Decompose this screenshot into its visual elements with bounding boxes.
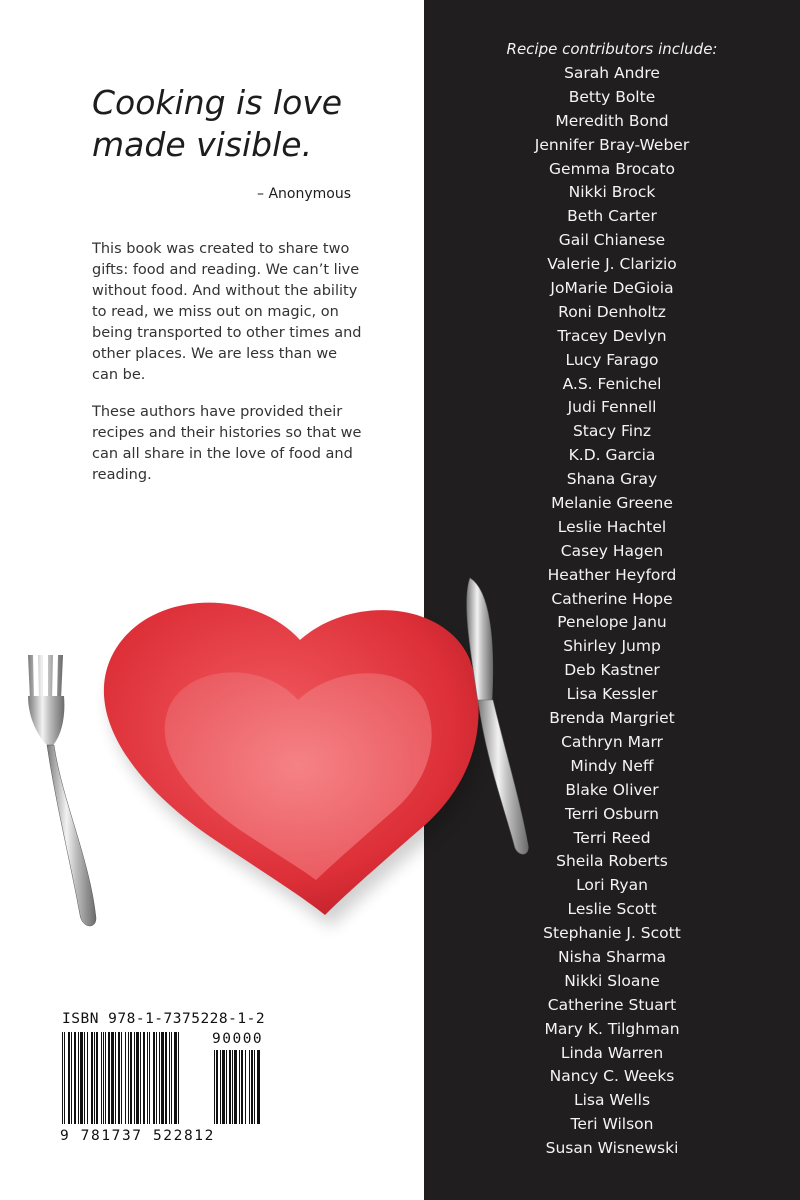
barcode-bar: [96, 1032, 98, 1124]
contributor-name: Judi Fennell: [567, 398, 657, 417]
barcode-bar: [94, 1032, 95, 1124]
contributor-name: Beth Carter: [567, 207, 657, 226]
barcode-bar: [254, 1050, 255, 1124]
barcode-bar: [87, 1032, 88, 1124]
contributor-name: Cathryn Marr: [561, 732, 663, 751]
barcode-bar: [251, 1050, 253, 1124]
contributor-name: Teri Wilson: [570, 1115, 654, 1134]
barcode-addon-bars: [214, 1050, 288, 1128]
contributor-name: Brenda Margriet: [549, 709, 675, 728]
contributor-name: K.D. Garcia: [568, 446, 656, 465]
barcode-bar: [105, 1032, 106, 1124]
barcode-bar: [220, 1050, 221, 1124]
barcode-bar: [156, 1032, 157, 1124]
description-paragraph-1: This book was created to share two gifts: food and reading. We can’t live without food. And without the ability to read, we miss out on magic, on being transported to other times and other places. We are less than we can be.: [92, 241, 362, 383]
contributor-name: Valerie J. Clarizio: [547, 255, 677, 274]
barcode-bar: [121, 1032, 122, 1124]
barcode-bars: [62, 1032, 208, 1128]
barcode-bar: [118, 1032, 120, 1124]
contributor-name: Meredith Bond: [555, 111, 669, 130]
barcode-bar: [71, 1032, 72, 1124]
barcode-bar: [136, 1032, 139, 1124]
barcode-bar: [74, 1032, 76, 1124]
barcode-digits: 9 781737 522812: [60, 1128, 215, 1144]
contributor-name: Lucy Farago: [565, 350, 659, 369]
contributor-name: Tracey Devlyn: [557, 326, 667, 345]
barcode-bar: [234, 1050, 237, 1124]
contributor-name: Heather Heyford: [547, 565, 677, 584]
contributor-name: Nisha Sharma: [557, 947, 667, 966]
barcode-bar: [147, 1032, 148, 1124]
barcode-bar: [128, 1032, 129, 1124]
contributor-name: Jennifer Bray-Weber: [534, 135, 690, 154]
barcode-bar: [78, 1032, 79, 1124]
barcode-bar: [257, 1050, 260, 1124]
contributor-name: Gail Chianese: [558, 231, 666, 250]
contributor-name: Blake Oliver: [565, 780, 659, 799]
contributors-heading: Recipe contributors include:: [506, 40, 718, 58]
quote-line-2: made visible.: [92, 125, 313, 164]
barcode-bar: [214, 1050, 215, 1124]
barcode-bar: [153, 1032, 155, 1124]
barcode-bar: [130, 1032, 132, 1124]
barcode-bar: [232, 1050, 233, 1124]
contributor-name: Deb Kastner: [564, 661, 660, 680]
barcode-bar: [165, 1032, 167, 1124]
contributor-name: Lisa Wells: [573, 1091, 651, 1110]
contributor-name: Stephanie J. Scott: [543, 924, 681, 943]
barcode-bar: [159, 1032, 160, 1124]
contributor-name: Sheila Roberts: [556, 852, 668, 871]
barcode-bar: [229, 1050, 231, 1124]
barcode-bar: [62, 1032, 63, 1124]
contributor-name: Mindy Neff: [570, 756, 654, 775]
barcode-bar: [226, 1050, 227, 1124]
contributor-name: Leslie Scott: [567, 900, 657, 919]
contributor-name: Betty Bolte: [568, 87, 656, 106]
quote: [92, 82, 392, 166]
barcode-bar: [149, 1032, 150, 1124]
contributor-name: Shirley Jump: [563, 637, 661, 656]
contributor-name: Terri Osburn: [565, 804, 659, 823]
barcode-bar: [64, 1032, 65, 1124]
barcode-bar: [115, 1032, 116, 1124]
contributor-name: Sarah Andre: [564, 64, 660, 82]
barcode-bar: [111, 1032, 114, 1124]
contributor-name: Susan Wisnewski: [545, 1139, 679, 1158]
contributor-name: Gemma Brocato: [549, 159, 675, 178]
barcode-bar: [161, 1032, 164, 1124]
contributor-name: Penelope Janu: [557, 613, 667, 632]
contributor-name: Catherine Hope: [551, 589, 673, 608]
contributor-name: Nikki Brock: [568, 183, 656, 202]
contributor-name: Lisa Kessler: [566, 685, 658, 704]
barcode-bar: [101, 1032, 102, 1124]
barcode-bar: [91, 1032, 93, 1124]
contributor-name: Mary K. Tilghman: [544, 1019, 680, 1038]
contributor-name: Stacy Finz: [572, 422, 652, 441]
quote-line-1: Cooking is love: [92, 83, 343, 122]
contributor-name: Lori Ryan: [576, 876, 648, 895]
barcode-bar: [84, 1032, 85, 1124]
contributor-name: Linda Warren: [560, 1043, 664, 1062]
contributor-name: A.S. Fenichel: [562, 374, 662, 393]
barcode-bar: [68, 1032, 70, 1124]
barcode-bar: [103, 1032, 104, 1124]
barcode-bar: [134, 1032, 135, 1124]
contributor-name: JoMarie DeGioia: [550, 279, 674, 298]
contributor-name: Nancy C. Weeks: [549, 1067, 675, 1086]
description-paragraph-2: These authors have provided their recipes and their histories so that we can all share in the love of food and reading.: [92, 404, 362, 483]
contributor-name: Melanie Greene: [551, 494, 673, 513]
barcode-bar: [80, 1032, 83, 1124]
price-code: 90000: [212, 1031, 264, 1047]
barcode-bar: [174, 1032, 177, 1124]
contributor-name: Nikki Sloane: [564, 971, 660, 990]
barcode-bar: [140, 1032, 141, 1124]
barcode-bar: [108, 1032, 110, 1124]
barcode-bar: [239, 1050, 240, 1124]
contributor-name: Casey Hagen: [560, 541, 664, 560]
isbn-number: ISBN 978-1-7375228-1-2: [62, 1011, 266, 1027]
barcode-bar: [245, 1050, 246, 1124]
barcode-bar: [125, 1032, 126, 1124]
contributor-name: Catherine Stuart: [547, 995, 677, 1014]
quote-attribution: – Anonymous: [257, 186, 351, 202]
barcode-bar: [171, 1032, 172, 1124]
barcode-bar: [249, 1050, 250, 1124]
contributor-name: Leslie Hachtel: [557, 517, 667, 536]
contributor-name: Shana Gray: [566, 470, 658, 489]
barcode-bar: [143, 1032, 145, 1124]
contributors-list: [424, 62, 800, 1161]
barcode-bar: [178, 1032, 179, 1124]
contributor-name: Roni Denholtz: [558, 302, 666, 321]
barcode-bar: [241, 1050, 243, 1124]
contributor-name: Terri Reed: [573, 828, 651, 847]
barcode-bar: [169, 1032, 170, 1124]
barcode-bar: [216, 1050, 218, 1124]
fork-icon: [28, 655, 96, 926]
barcode-bar: [222, 1050, 225, 1124]
